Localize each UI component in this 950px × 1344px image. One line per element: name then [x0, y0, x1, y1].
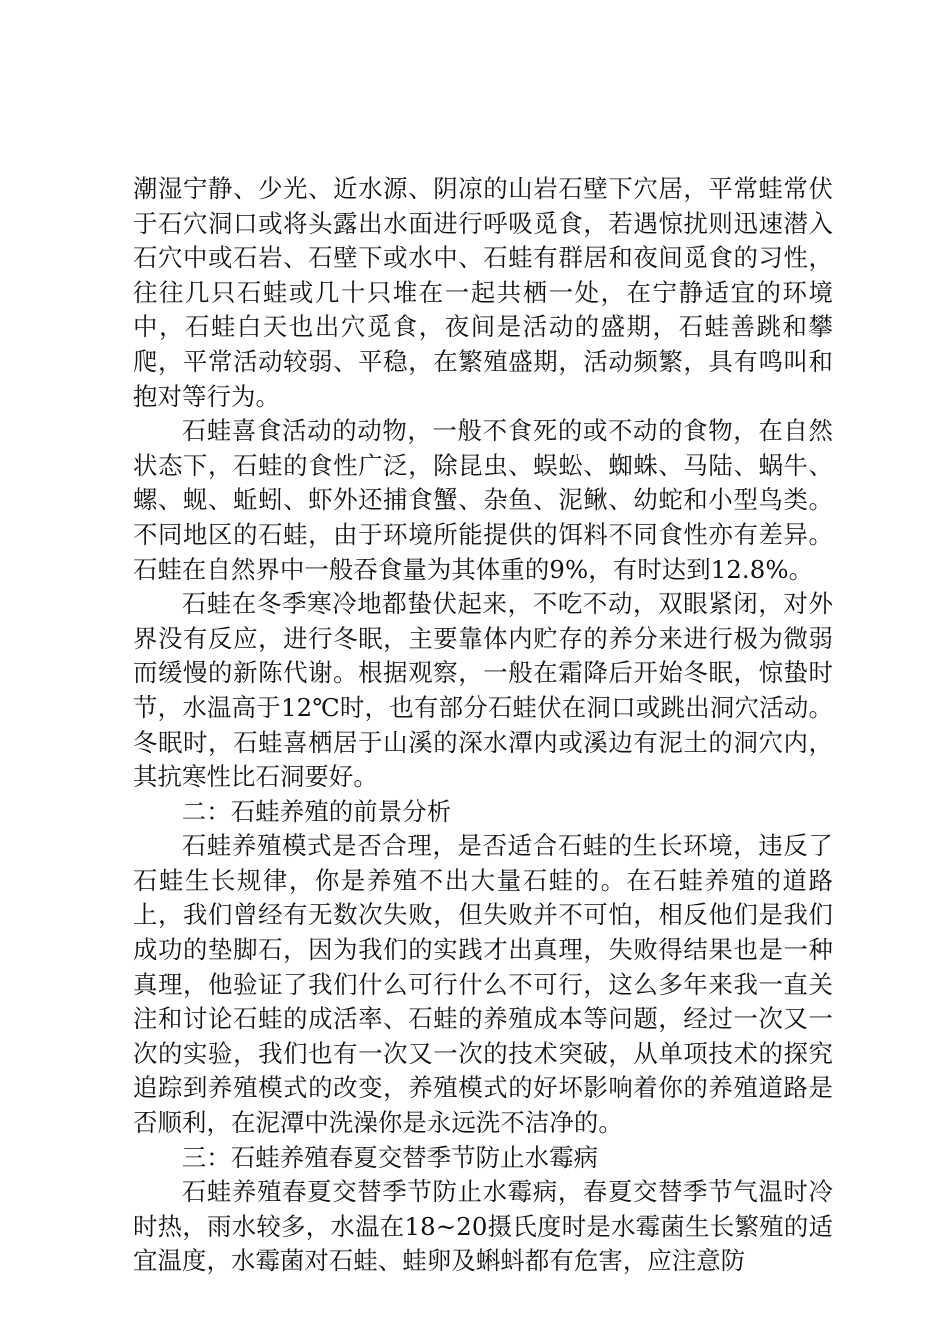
- paragraph-hibernation: 石蛙在冬季寒冷地都蛰伏起来，不吃不动，双眼紧闭，对外界没有反应，进行冬眠，主要靠体内贮存的养分来进行极为微弱而缓慢的新陈代谢。根据观察，一般在霜降后开始冬眠，惊蛰时节，水温高于12℃时，也有部分石蛙伏在洞口或跳出洞穴活动。冬眠时，石蛙喜栖居于山溪的深水潭内或溪边有泥土的洞穴内，其抗寒性比石洞要好。: [133, 589, 833, 792]
- paragraph-diet: 石蛙喜食活动的动物，一般不食死的或不动的食物，在自然状态下，石蛙的食性广泛，除昆虫、蜈蚣、蜘蛛、马陆、蜗牛、螺、蚬、蚯蚓、虾外还捕食蟹、杂鱼、泥鳅、幼蛇和小型鸟类。不同地区的石蛙，由于环境所能提供的饵料不同食性亦有差异。石蛙在自然界中一般吞食量为其体重的9%，有时达到12.8%。: [133, 416, 833, 584]
- document-body: [133, 172, 833, 1279]
- paragraph-water-mold: 石蛙养殖春夏交替季节防止水霉病，春夏交替季节气温时冷时热，雨水较多，水温在18~20摄氏度时是水霉菌生长繁殖的适宜温度，水霉菌对石蛙、蛙卵及蝌蚪都有危害，应注意防: [133, 1177, 833, 1276]
- paragraph-habitat-continuation: 潮湿宁静、少光、近水源、阴凉的山岩石壁下穴居，平常蛙常伏于石穴洞口或将头露出水面进行呼吸觅食，若遇惊扰则迅速潜入石穴中或石岩、石壁下或水中、石蛙有群居和夜间觅食的习性，往往几只石蛙或几十只堆在一起共栖一处，在宁静适宜的环境中，石蛙白天也出穴觅食，夜间是活动的盛期，石蛙善跳和攀爬，平常活动较弱、平稳，在繁殖盛期，活动频繁，具有鸣叫和抱对等行为。: [133, 174, 833, 411]
- paragraph-prospects: 石蛙养殖模式是否合理，是否适合石蛙的生长环境，违反了石蛙生长规律，你是养殖不出大量石蛙的。在石蛙养殖的道路上，我们曾经有无数次失败，但失败并不可怕，相反他们是我们成功的垫脚石，因为我们的实践才出真理，失败得结果也是一种真理，他验证了我们什么可行什么不可行，这么多年来我一直关注和讨论石蛙的成活率、石蛙的养殖成本等问题，经过一次又一次的实验，我们也有一次又一次的技术突破，从单项技术的探究追踪到养殖模式的改变，养殖模式的好坏影响着你的养殖道路是否顺利，在泥潭中洗澡你是永远洗不洁净的。: [133, 831, 833, 1138]
- section-heading-prospects: 二：石蛙养殖的前景分析: [181, 796, 452, 826]
- section-heading-water-mold: 三：石蛙养殖春夏交替季节防止水霉病: [181, 1142, 599, 1172]
